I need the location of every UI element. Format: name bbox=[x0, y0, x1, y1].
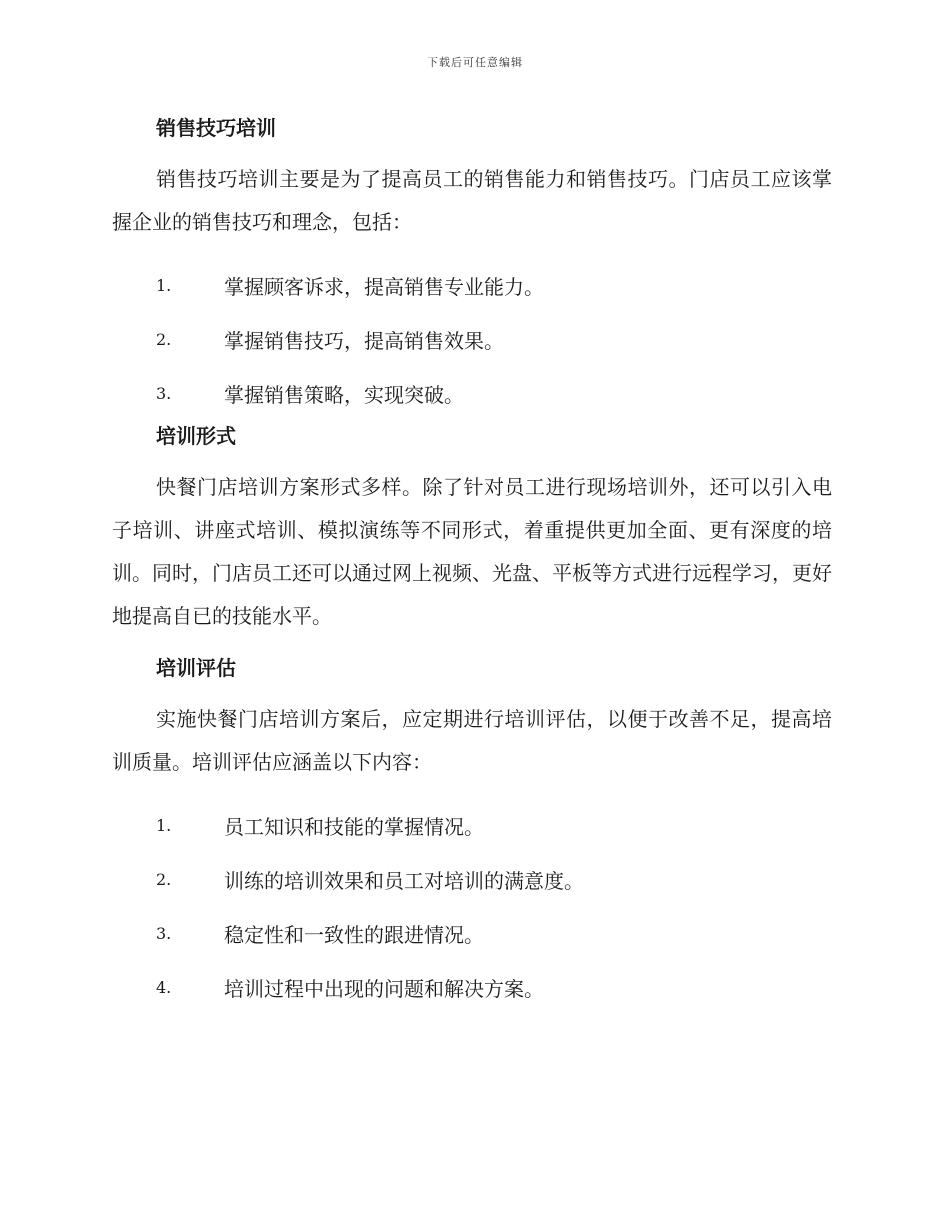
list-item bbox=[112, 906, 832, 960]
list-number: 2. bbox=[156, 329, 172, 349]
list-text: 培训过程中出现的问题和解决方案。 bbox=[224, 976, 544, 1001]
section-paragraph-sales-skills: 销售技巧培训主要是为了提高员工的销售能力和销售技巧。门店员工应该掌握企业的销售技巧和理念，包括： bbox=[112, 167, 832, 234]
section-paragraph-training-evaluation: 实施快餐门店培训方案后，应定期进行培训评估，以便于改善不足，提高培训质量。培训评估应涵盖以下内容： bbox=[112, 707, 832, 774]
list-item bbox=[112, 798, 832, 852]
document-body bbox=[112, 112, 832, 1014]
section-title-training-evaluation: 培训评估 bbox=[156, 656, 236, 680]
page-header-note: 下载后可任意编辑 bbox=[427, 56, 523, 69]
list-item bbox=[112, 258, 832, 312]
list-number: 4. bbox=[156, 977, 172, 997]
list-item bbox=[112, 312, 832, 366]
evaluation-list bbox=[112, 798, 832, 1014]
section-title-sales-skills: 销售技巧培训 bbox=[156, 116, 276, 140]
list-number: 1. bbox=[156, 275, 172, 295]
section-paragraph-training-format: 快餐门店培训方案形式多样。除了针对员工进行现场培训外，还可以引入电子培训、讲座式培训、模拟演练等不同形式，着重提供更加全面、更有深度的培训。同时，门店员工还可以通过网上视频、光盘、平板等方式进行远程学习，更好地提高自已的技能水平。 bbox=[112, 475, 832, 628]
section-title-training-format: 培训形式 bbox=[156, 424, 236, 448]
list-text: 训练的培训效果和员工对培训的满意度。 bbox=[224, 868, 584, 893]
list-number: 2. bbox=[156, 869, 172, 889]
list-item bbox=[112, 852, 832, 906]
list-number: 3. bbox=[156, 923, 172, 943]
list-number: 3. bbox=[156, 383, 172, 403]
list-item bbox=[112, 366, 832, 420]
list-number: 1. bbox=[156, 815, 172, 835]
list-text: 稳定性和一致性的跟进情况。 bbox=[224, 922, 484, 947]
list-text: 掌握销售策略，实现突破。 bbox=[224, 382, 464, 407]
list-item bbox=[112, 960, 832, 1014]
list-text: 员工知识和技能的掌握情况。 bbox=[224, 814, 484, 839]
list-text: 掌握顾客诉求，提高销售专业能力。 bbox=[224, 274, 544, 299]
sales-skills-list bbox=[112, 258, 832, 420]
list-text: 掌握销售技巧，提高销售效果。 bbox=[224, 328, 504, 353]
